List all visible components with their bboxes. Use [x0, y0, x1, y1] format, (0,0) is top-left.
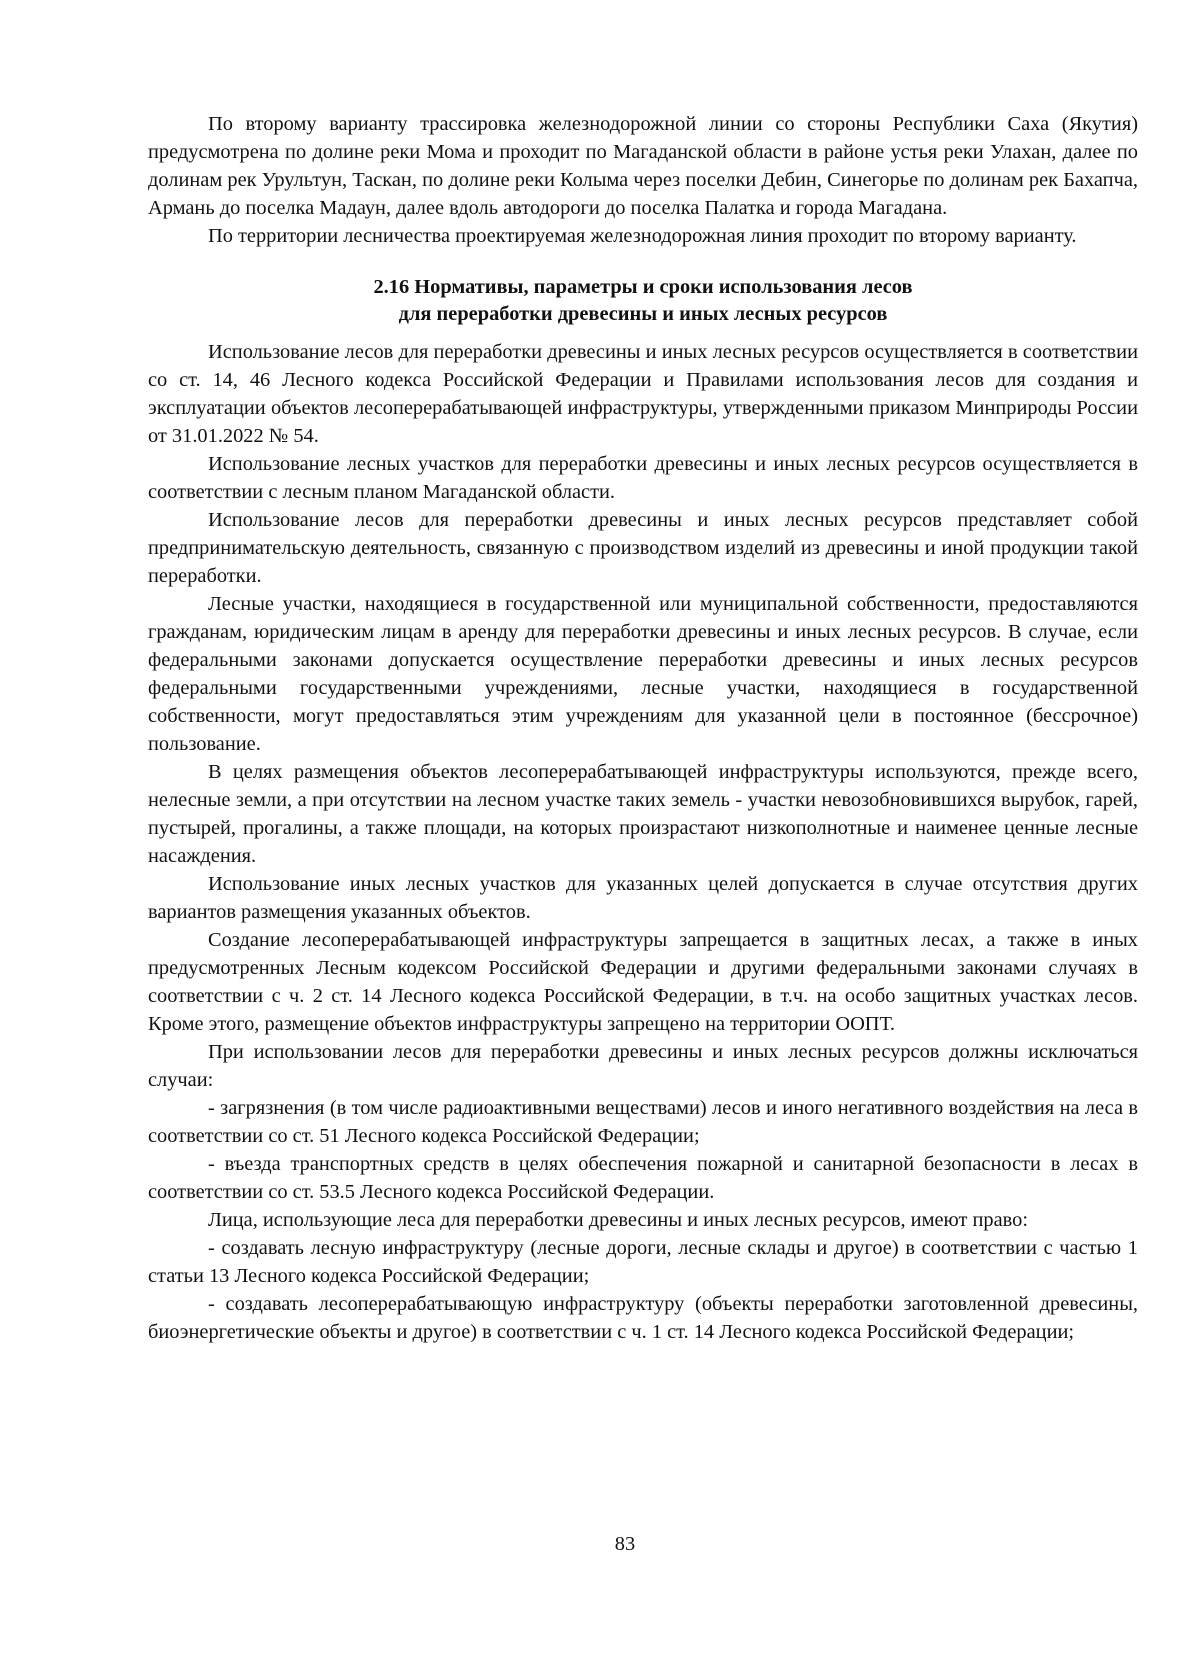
list-item: - въезда транспортных средств в целях обеспечения пожарной и санитарной безопасности в лесах в соответствии со ст. 53.5 Лесного кодекса Российской Федерации. [148, 1153, 1138, 1203]
paragraph: Создание лесоперерабатывающей инфраструктуры запрещается в защитных лесах, а также в иных предусмотренных Лесным кодексом Российской Федерации и другими федеральными законами случаях в соответствии с ч. 2 ст. 14 Лесного кодекса Российской Федерации, в т.ч. на особо защитных участках лесов. Кроме этого, размещение объектов инфраструктуры запрещено на территории ООПТ. [148, 929, 1138, 1035]
paragraph-route-territory: По территории лесничества проектируемая железнодорожная линия проходит по второму варианту. [208, 225, 1077, 247]
paragraph: В целях размещения объектов лесоперерабатывающей инфраструктуры используются, прежде всего, нелесные земли, а при отсутствии на лесном участке таких земель - участки невозобновившихся вырубок, гарей, пустырей, прогалины, а также площади, на которых произрастают низкополнотные и наименее ценные лесные насаждения. [148, 761, 1138, 867]
list-item: - загрязнения (в том числе радиоактивными веществами) лесов и иного негативного воздействия на леса в соответствии со ст. 51 Лесного кодекса Российской Федерации; [148, 1097, 1138, 1147]
paragraph: Использование иных лесных участков для указанных целей допускается в случае отсутствия других вариантов размещения указанных объектов. [148, 873, 1138, 923]
page-number: 83 [614, 1533, 636, 1555]
paragraph: Использование лесных участков для переработки древесины и иных лесных ресурсов осуществляется в соответствии с лесным планом Магаданской области. [148, 453, 1138, 503]
paragraph: Лица, использующие леса для переработки древесины и иных лесных ресурсов, имеют право: [208, 1209, 1028, 1231]
paragraph: Использование лесов для переработки древесины и иных лесных ресурсов представляет собой предпринимательскую деятельность, связанную с производством изделий из древесины и иной продукции такой переработки. [148, 509, 1138, 587]
document-page [148, 110, 1138, 1346]
section-heading [148, 274, 1138, 328]
section-heading-line-1: 2.16 Нормативы, параметры и сроки использования лесов [373, 276, 913, 298]
list-item: - создавать лесную инфраструктуру (лесные дороги, лесные склады и другое) в соответствии с частью 1 статьи 13 Лесного кодекса Российской Федерации; [148, 1237, 1138, 1287]
paragraph: Лесные участки, находящиеся в государственной или муниципальной собственности, предоставляются гражданам, юридическим лицам в аренду для переработки древесины и иных лесных ресурсов. В случае, если федеральными законами допускается осуществление переработки древесины и иных лесных ресурсов федеральными государственными учреждениями, лесные участки, находящиеся в государственной собственности, могут предоставляться этим учреждениям для указанной цели в постоянное (бессрочное) пользование. [148, 593, 1138, 755]
list-item: - создавать лесоперерабатывающую инфраструктуру (объекты переработки заготовленной древесины, биоэнергетические объекты и другое) в соответствии с ч. 1 ст. 14 Лесного кодекса Российской Федерации; [148, 1293, 1138, 1343]
paragraph-route-variant-2: По второму варианту трассировка железнодорожной линии со стороны Республики Саха (Якутия) предусмотрена по долине реки Мома и проходит по Магаданской области в районе устья реки Улахан, далее по долинам рек Урультун, Таскан, по долине реки Колыма через поселки Дебин, Синегорье по долинам рек Бахапча, Армань до поселка Мадаун, далее вдоль автодороги до поселка Палатка и города Магадана. [148, 113, 1138, 219]
paragraph: Использование лесов для переработки древесины и иных лесных ресурсов осуществляется в соответствии со ст. 14, 46 Лесного кодекса Российской Федерации и Правилами использования лесов для создания и эксплуатации объектов лесоперерабатывающей инфраструктуры, утвержденными приказом Минприроды России от 31.01.2022 № 54. [148, 341, 1138, 447]
section-heading-line-2: для переработки древесины и иных лесных ресурсов [398, 303, 888, 325]
paragraph: При использовании лесов для переработки древесины и иных лесных ресурсов должны исключаться случаи: [148, 1041, 1138, 1091]
